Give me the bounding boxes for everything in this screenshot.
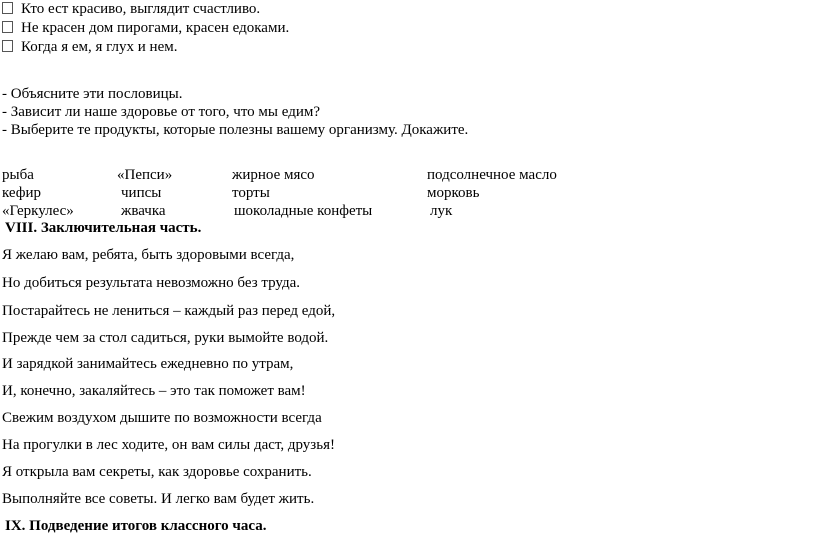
bullet-icon: [2, 21, 13, 33]
task-line: - Объясните эти пословицы.: [2, 86, 183, 102]
proverb-text: Не красен дом пирогами, красен едоками.: [21, 20, 290, 36]
product-cell: чипсы: [121, 185, 162, 201]
product-cell: жвачка: [121, 203, 166, 219]
poem-line: Я открыла вам секреты, как здоровье сохранить.: [2, 464, 312, 480]
poem-line: И, конечно, закаляйтесь – это так поможет вам!: [2, 383, 306, 399]
proverb-text: Кто ест красиво, выглядит счастливо.: [21, 1, 261, 17]
proverb-item: [2, 19, 289, 37]
poem-line: Свежим воздухом дышите по возможности всегда: [2, 410, 322, 426]
proverb-item: [2, 38, 177, 56]
product-cell: лук: [430, 203, 453, 219]
poem-line: Я желаю вам, ребята, быть здоровыми всегда,: [2, 247, 295, 263]
section-heading: VIII. Заключительная часть.: [5, 220, 202, 236]
poem-line: И зарядкой занимайтесь ежедневно по утрам,: [2, 356, 294, 372]
product-cell: морковь: [427, 185, 480, 201]
poem-line: На прогулки в лес ходите, он вам силы даст, друзья!: [2, 437, 335, 453]
product-cell: «Пепси»: [117, 167, 173, 183]
task-line: - Зависит ли наше здоровье от того, что мы едим?: [2, 104, 321, 120]
product-cell: торты: [232, 185, 270, 201]
poem-line: Выполняйте все советы. И легко вам будет жить.: [2, 491, 315, 507]
product-cell: «Геркулес»: [2, 203, 74, 219]
product-cell: шоколадные конфеты: [234, 203, 373, 219]
bullet-icon: [2, 2, 13, 14]
poem-line: Постарайтесь не лениться – каждый раз перед едой,: [2, 303, 336, 319]
product-cell: кефир: [2, 185, 42, 201]
section-heading: IX. Подведение итогов классного часа.: [5, 518, 267, 534]
product-cell: подсолнечное масло: [427, 167, 557, 183]
product-cell: жирное мясо: [232, 167, 315, 183]
product-cell: рыба: [2, 167, 34, 183]
proverb-text: Когда я ем, я глух и нем.: [21, 39, 178, 55]
poem-line: Прежде чем за стол садиться, руки вымойте водой.: [2, 330, 329, 346]
bullet-icon: [2, 40, 13, 52]
task-line: - Выберите те продукты, которые полезны вашему организму. Докажите.: [2, 122, 469, 138]
proverb-item: [2, 0, 260, 18]
poem-line: Но добиться результата невозможно без труда.: [2, 275, 301, 291]
